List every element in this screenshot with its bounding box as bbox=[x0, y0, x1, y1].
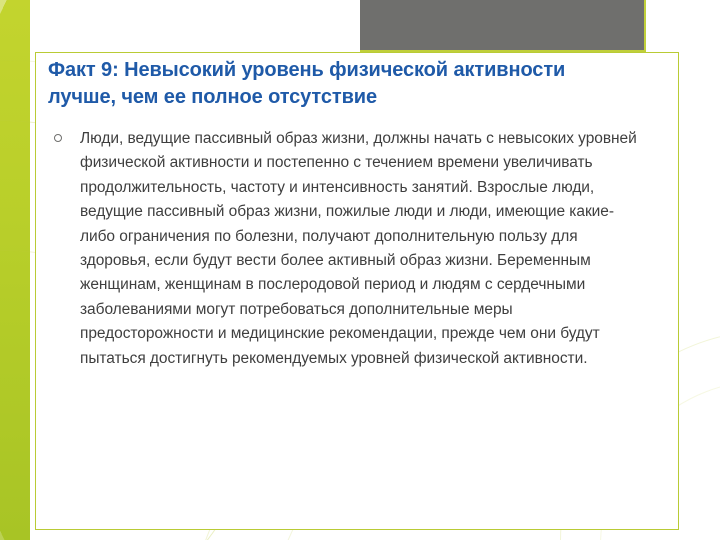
bullet-circle-icon bbox=[54, 134, 62, 142]
list-item bbox=[48, 127, 638, 371]
left-decorative-band bbox=[0, 0, 30, 540]
list-item-text: Люди, ведущие пассивный образ жизни, должны начать с невысоких уровней физической активности и постепенно с течением времени увеличивать продолжительность, частоту и интенсивность занятий. Взрослые люди, ведущие пассивный образ жизни, пожилые люди и люди, имеющие какие-либо ограничения по болезни, получают дополнительную пользу для здоровья, если будут вести более активный образ жизни. Беременным женщинам, женщинам в послеродовой период и людям с сердечными заболеваниями могут потребоваться дополнительные меры предосторожности и медицинские рекомендации, прежде чем они будут пытаться достигнуть рекомендуемых уровней физической активности. bbox=[80, 130, 637, 367]
slide-body-list bbox=[48, 127, 638, 371]
header-image-block bbox=[360, 0, 646, 52]
left-band-pattern bbox=[0, 0, 30, 540]
slide-title: Факт 9: Невысокий уровень физической активности лучше, чем ее полное отсутствие bbox=[48, 59, 566, 108]
